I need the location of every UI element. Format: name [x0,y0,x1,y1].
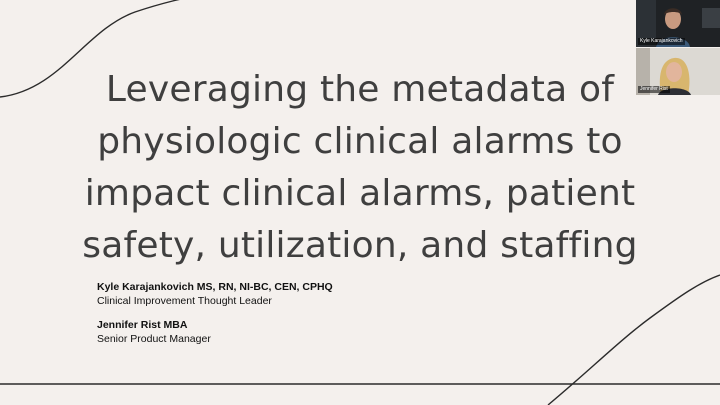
participant-video-tile-2[interactable] [636,48,720,95]
title-line-2: physiologic clinical alarms to [97,121,623,162]
presenter-2 [97,318,211,346]
participant-1-name: Kyle Karajankovich [640,38,683,44]
title-line-1: Leveraging the metadata of [105,69,615,110]
slide-title [70,64,650,272]
title-line-3: impact clinical alarms, patient [84,173,636,214]
presenter-1-role: Clinical Improvement Thought Leader [97,295,272,307]
presenter-2-name: Jennifer Rist MBA [97,319,188,331]
participant-2-name: Jennifer Rist [640,86,668,92]
presenter-1-name: Kyle Karajankovich MS, RN, NI-BC, CEN, CPHQ [97,281,333,293]
participant-video-tile-1[interactable] [636,0,720,47]
title-line-4: safety, utilization, and staffing [82,225,638,266]
presenter-2-role: Senior Product Manager [97,333,211,345]
presenter-1 [97,280,333,308]
